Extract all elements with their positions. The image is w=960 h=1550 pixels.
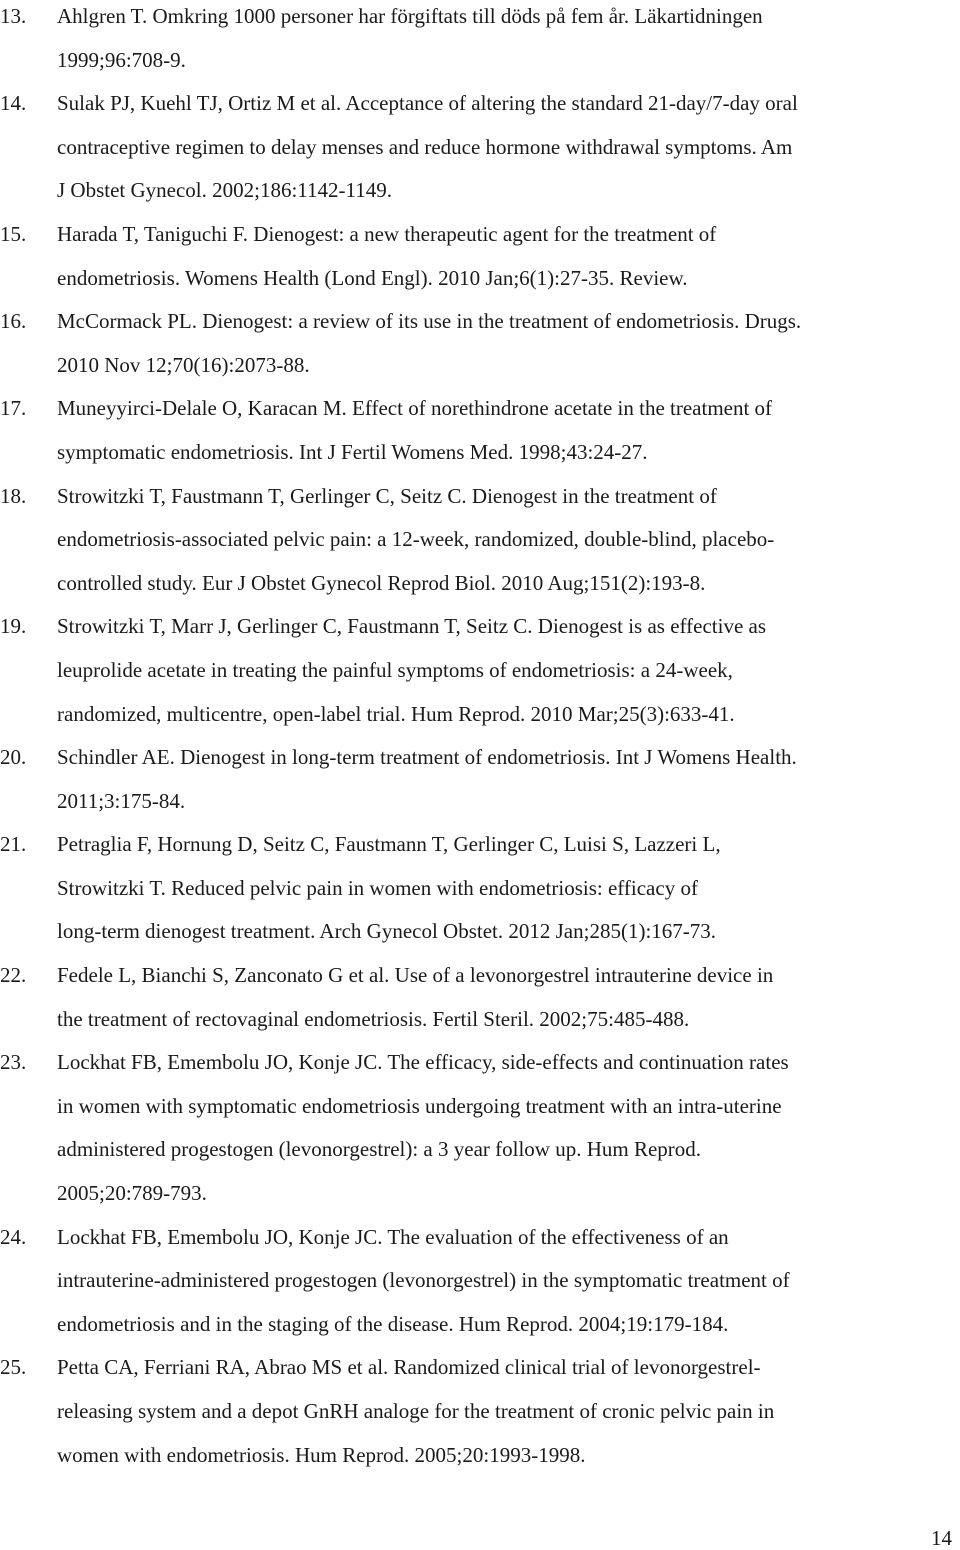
reference-text: Ahlgren T. Omkring 1000 personer har förgiftats till döds på fem år. Läkartidningen 1999;96:708-9. [57,4,763,72]
reference-number: 21. [0,832,27,857]
reference-item [0,605,958,736]
reference-text: Petta CA, Ferriani RA, Abrao MS et al. Randomized clinical trial of levonorgestrel- releasing system and a depot GnRH analoge for the treatment of cronic pelvic pain in women with endometriosis. Hum Reprod. 2005;20:1993-1998. [57,1355,775,1467]
reference-number: 23. [0,1050,27,1075]
reference-item [0,213,958,300]
reference-item [0,475,958,606]
reference-number: 18. [0,483,27,508]
reference-text: Strowitzki T, Faustmann T, Gerlinger C, Seitz C. Dienogest in the treatment of endometriosis-associated pelvic pain: a 12-week, randomized, double-blind, placebo- controlled study. Eur J Obstet Gynecol Reprod Biol. 2010 Aug;151(2):193-8. [57,483,775,595]
reference-item [0,300,958,387]
reference-item [0,82,958,213]
reference-text: Lockhat FB, Emembolu JO, Konje JC. The efficacy, side-effects and continuation rates in women with symptomatic endometriosis undergoing treatment with an intra-uterine administered progestogen (levonorgestrel): a 3 year follow up. Hum Reprod. 2005;20:789-793. [57,1050,789,1206]
reference-text: Muneyyirci-Delale O, Karacan M. Effect of norethindrone acetate in the treatment of symptomatic endometriosis. Int J Fertil Womens Med. 1998;43:24-27. [57,396,773,464]
reference-number: 24. [0,1224,27,1249]
page-number: 14 [931,1526,952,1550]
reference-text: Schindler AE. Dienogest in long-term treatment of endometriosis. Int J Womens Health. 2011;3:175-84. [57,745,797,813]
reference-text: Fedele L, Bianchi S, Zanconato G et al. Use of a levonorgestrel intrauterine device in the treatment of rectovaginal endometriosis. Fertil Steril. 2002;75:485-488. [57,963,774,1031]
reference-item [0,736,958,823]
reference-text: Petraglia F, Hornung D, Seitz C, Faustmann T, Gerlinger C, Luisi S, Lazzeri L, Strowitzki T. Reduced pelvic pain in women with endometriosis: efficacy of long-term dienogest treatment. Arch Gynecol Obstet. 2012 Jan;285(1):167-73. [57,832,721,944]
reference-text: Harada T, Taniguchi F. Dienogest: a new therapeutic agent for the treatment of endometriosis. Womens Health (Lond Engl). 2010 Jan;6(1):27-35. Review. [57,221,717,290]
reference-text: McCormack PL. Dienogest: a review of its use in the treatment of endometriosis. Drugs. 2010 Nov 12;70(16):2073-88. [57,309,802,377]
reference-number: 16. [0,309,27,334]
reference-number: 15. [0,221,27,246]
reference-number: 25. [0,1355,27,1380]
reference-item [0,0,958,82]
reference-number: 19. [0,614,27,639]
reference-item [0,823,958,954]
reference-item [0,1346,958,1477]
reference-item [0,1041,958,1215]
reference-number: 20. [0,745,27,770]
reference-text: Strowitzki T, Marr J, Gerlinger C, Faustmann T, Seitz C. Dienogest is as effective as leuprolide acetate in treating the painful symptoms of endometriosis: a 24-week, randomized, multicentre, open-label trial. Hum Reprod. 2010 Mar;25(3):633-41. [57,614,767,726]
reference-text: Sulak PJ, Kuehl TJ, Ortiz M et al. Acceptance of altering the standard 21-day/7-day oral contraceptive regimen to delay menses and reduce hormone withdrawal symptoms. Am J Obstet Gynecol. 2002;186:1142-1149. [57,91,798,203]
reference-number: 22. [0,963,27,988]
reference-item [0,954,958,1041]
reference-number: 17. [0,396,27,421]
reference-item [0,1216,958,1347]
reference-text: Lockhat FB, Emembolu JO, Konje JC. The evaluation of the effectiveness of an intrauterine-administered progestogen (levonorgestrel) in the symptomatic treatment of endometriosis and in the staging of the disease. Hum Reprod. 2004;19:179-184. [57,1224,790,1336]
reference-number: 13. [0,4,27,28]
reference-item [0,387,958,474]
reference-number: 14. [0,91,27,116]
